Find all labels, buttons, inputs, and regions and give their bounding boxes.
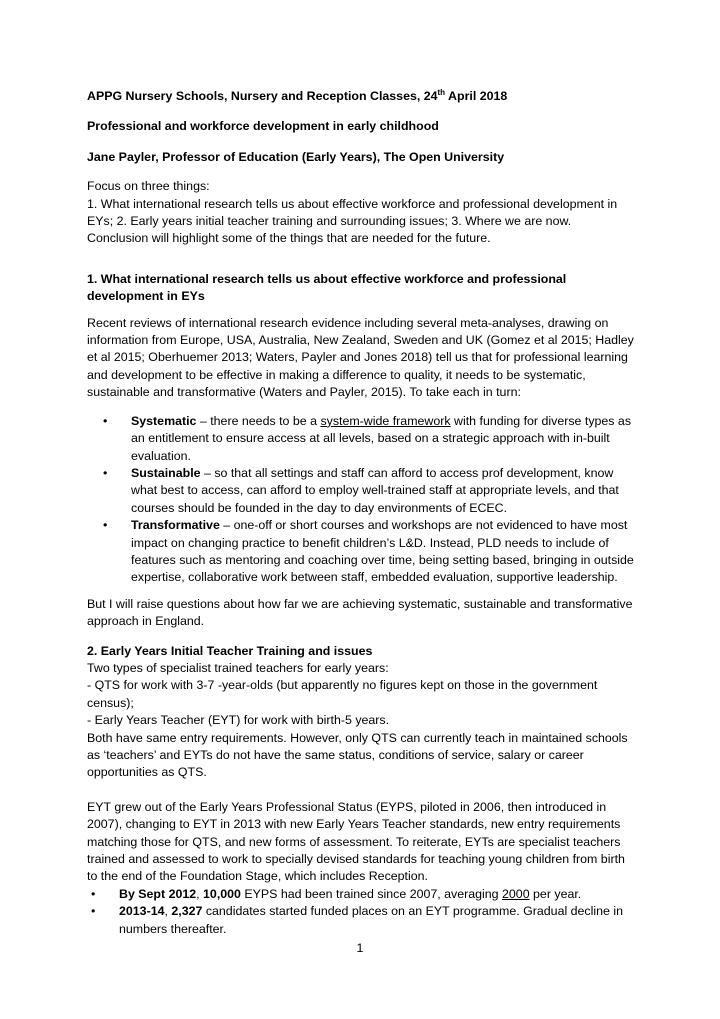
section-1-bullet-list	[87, 413, 635, 587]
section-2-paragraph: EYT grew out of the Early Years Professional Status (EYPS, piloted in 2006, then introduced in 2007), changing to EYT in 2013 with new Early Years Teacher standards, new entry requirements matching those for QTS, and new forms of assessment. To reiterate, EYTs are specialist teachers trained and assessed to work to specially devised standards for teaching young children from birth to the end of the Foundation Stage, which includes Reception.	[87, 799, 625, 884]
document-title: APPG Nursery Schools, Nursery and Reception Classes, 24th April 2018	[87, 87, 508, 103]
author-line: Jane Payler, Professor of Education (Early Years), The Open University	[87, 149, 505, 164]
list-item: • Systematic – there needs to be a system-wide framework with funding for diverse types as an entitlement to ensure access at all levels, based on a strategic approach with in-built evaluation.	[103, 413, 632, 463]
document-page	[87, 88, 635, 938]
list-item: • By Sept 2012, 10,000 EYPS had been trained since 2007, averaging 2000 per year.	[87, 886, 635, 903]
bullet-icon: •	[103, 465, 108, 480]
title-superscript: th	[437, 87, 446, 97]
section-1-closing: But I will raise questions about how far we are achieving systematic, sustainable and transformative approach in England.	[87, 596, 633, 629]
section-2-bullet-list	[87, 886, 635, 938]
list-item: • Transformative – one-off or short courses and workshops are not evidenced to have most impact on changing practice to benefit children’s L&D. Instead, PLD needs to include of features such as mentoring and coaching over time, being setting based, bringing in outside expertise, collaborative work between staff, embedded evaluation, supportive leadership.	[103, 518, 634, 585]
list-item: • Sustainable – so that all settings and staff can afford to access prof development, know what best to access, can afford to employ well-trained staff at appropriate levels, and that courses should be founded in the day to day environments of ECEC.	[103, 465, 619, 515]
intro-line-1: Focus on three things:	[87, 179, 210, 194]
intro-block	[87, 178, 635, 248]
bullet-icon: •	[103, 518, 108, 533]
list-item: • 2013-14, 2,327 candidates started funded places on an EYT programme. Gradual decline in numbers thereafter.	[91, 904, 624, 936]
section-2-intro	[87, 643, 635, 782]
intro-line-2: 1. What international research tells us about effective workforce and professional development in EYs; 2. Early years initial teacher training and surrounding issues; 3. Where we are now.	[87, 196, 618, 229]
intro-line-3: Conclusion will highlight some of the things that are needed for the future.	[87, 231, 491, 246]
document-subtitle: Professional and workforce development in early childhood	[87, 119, 439, 134]
page-number: 1	[356, 941, 364, 955]
section-2-line-3: - Early Years Teacher (EYT) for work with birth-5 years.	[87, 713, 390, 728]
section-2-heading: 2. Early Years Initial Teacher Training and issues	[87, 643, 373, 658]
section-1-heading: 1. What international research tells us about effective workforce and professional development in EYs	[87, 271, 567, 304]
section-2-line-2: - QTS for work with 3-7 -year-olds (but apparently no figures kept on those in the government census);	[87, 678, 598, 710]
bullet-icon: •	[91, 904, 96, 919]
section-2-line-4: Both have same entry requirements. However, only QTS can currently teach in maintained schools as ‘teachers’ and EYTs do not have the same status, conditions of service, salary or career opportunities as QTS.	[87, 730, 628, 780]
bullet-icon: •	[91, 886, 96, 901]
section-2-line-1: Two types of specialist trained teachers for early years:	[87, 660, 389, 675]
bullet-icon: •	[103, 413, 108, 428]
section-1-paragraph: Recent reviews of international research evidence including several meta-analyses, drawing on information from Europe, USA, Australia, New Zealand, Sweden and UK (Gomez et al 2015; Hadley et al 2015; Oberhuemer 2013; Waters, Payler and Jones 2018) tell us that for professional learning and development to be effective in making a difference to quality, it needs to be systematic, sustainable and transformative (Waters and Payler, 2015). To take each in turn:	[87, 315, 634, 400]
